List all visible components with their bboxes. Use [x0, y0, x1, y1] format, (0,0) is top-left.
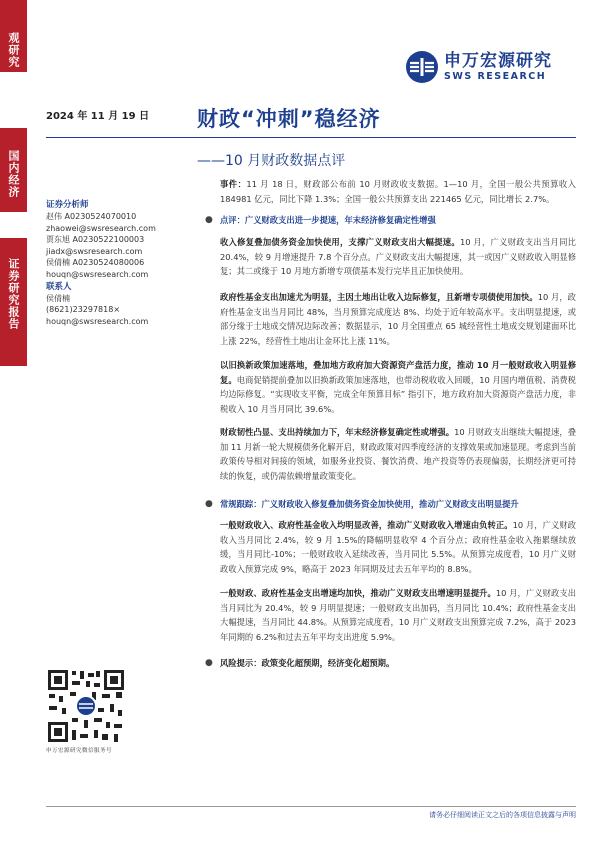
- paragraph-5-lead: 一般财政收入、政府性基金收入均明显改善，推动广义财政收入增速由负转正。: [220, 520, 513, 530]
- analysts-heading: 证券分析师: [46, 200, 89, 210]
- band-label-report-type: 证券研究报告: [7, 258, 20, 330]
- paragraph-3: [220, 358, 576, 416]
- bullet-icon: ●: [205, 658, 213, 668]
- wechat-qr-code: [46, 668, 126, 744]
- footer-divider: [46, 806, 576, 807]
- contact-line: (8621)23297818×: [46, 305, 121, 315]
- key-point-1: [205, 213, 576, 227]
- report-subtitle: ——10 月财政数据点评: [197, 153, 346, 169]
- event-paragraph: [220, 177, 576, 206]
- paragraph-1: [220, 235, 576, 279]
- logo-chinese-name: 申万宏源研究: [444, 50, 552, 71]
- paragraph-6-lead: 一般财政、政府性基金支出增速均加快，推动广义财政支出增速明显提升。: [220, 588, 496, 598]
- band-label-domestic-economy: 国内经济: [7, 150, 20, 198]
- key-point-2: [205, 497, 576, 511]
- analyst-line: 赵伟 A0230524070010: [46, 212, 137, 221]
- paragraph-4-text: 10 月财政支出继续大幅提速，叠加 11 月新一轮大规模债务化解开启，财政政策对四季度经济的支撑效果或加速显现。考虑到当前政策传导相对间接的领域，如服务业投资、餐饮消费、地产投资等仍表现偏弱，长期经济更可持续的恢复，或仍需依赖增量政策变化。: [220, 427, 577, 481]
- contact-heading: 联系人: [46, 281, 72, 292]
- risk-label: 风险提示：: [220, 658, 262, 668]
- paragraph-1-lead: 收入修复叠加债务资金加快使用，支撑广义财政支出大幅提速。: [220, 237, 460, 247]
- paragraph-3-text: 电商促销提前叠加以旧换新政策加速落地，也带动税收收入回暖，10 月国内增值税、消费税均边际修复。“实现收支平衡，完成全年预算目标” 指引下，地方政府加大资源资产盘活力度，非税收入 10 月当月同比 39.6%。: [220, 374, 576, 414]
- qr-caption: 申万宏源研究微信服务号: [46, 748, 113, 754]
- analyst-email-link[interactable]: zhaowei@swsresearch.com: [46, 223, 156, 233]
- paragraph-5: [220, 518, 576, 576]
- bullet-icon: ●: [205, 215, 213, 225]
- contact-line: 侯倩楠: [46, 293, 70, 303]
- paragraph-6-text: 10 月，广义财政支出当月同比为 20.4%，较 9 月明显提速；一般财政支出加码，当月同比 10.4%；政府性基金支出大幅提速，当月同比 44.8%。从预算完成度看，10 月广义财政支出预算完成 7.2%，高于 2023 年同期的 6.2%和过去五年平均支出进度 5.9%。: [220, 588, 576, 642]
- paragraph-5-text: 10 月，广义财政收入当月同比 2.4%，较 9 月 1.5%的降幅明显收窄 4 个百分点；政府性基金收入拖累继续放缓，当月同比-10%；一般财政收入延续改善，当月同比 5.5%。从预算完成度看，10 月广义财政收入预算完成 9%，略高于 2023 年同期及过去五年平均的 8.8%。: [220, 520, 576, 574]
- paragraph-4: [220, 425, 576, 483]
- key-point-1-text: 广义财政支出进一步提速，年末经济修复确定性增强: [244, 215, 436, 225]
- paragraph-4-lead: 财政韧性凸显、支出持续加力下，年末经济修复确定性或增强。: [220, 427, 455, 437]
- header-divider: [46, 137, 576, 138]
- report-title: 财政“冲刺”稳经济: [197, 107, 381, 131]
- logo-english-name: SWS RESEARCH: [444, 70, 547, 82]
- analyst-email-link[interactable]: houqn@swsresearch.com: [46, 269, 149, 279]
- key-point-2-label: 常规跟踪：: [220, 499, 262, 509]
- band-label-research: 观研究: [7, 32, 20, 68]
- bullet-icon: ●: [205, 499, 213, 509]
- side-band: [0, 0, 27, 841]
- analyst-email-link[interactable]: jiadx@swsresearch.com: [46, 246, 143, 256]
- risk-text: 政策变化超预期，经济变化超预期。: [261, 658, 395, 668]
- paragraph-2: [220, 290, 576, 348]
- brand-logo: [405, 50, 552, 84]
- event-label: 事件：: [220, 179, 247, 189]
- paragraph-2-lead: 政府性基金支出加速尤为明显，主因土地出让收入边际修复，且新增专项债使用加快。: [220, 292, 538, 302]
- key-point-2-text: 广义财政收入修复叠加债务资金加快使用，推动广义财政支出明显提升: [261, 499, 519, 509]
- contact-email-link[interactable]: houqn@swsresearch.com: [46, 316, 149, 326]
- footer-disclaimer: 请务必仔细阅读正文之后的各项信息披露与声明: [429, 811, 576, 819]
- paragraph-6: [220, 586, 576, 644]
- key-point-1-label: 点评：: [220, 215, 245, 225]
- analyst-sidebar: [46, 199, 186, 327]
- paragraph-3-lead: 以旧换新政策加速落地，叠加地方政府加大资源资产盘活力度，推动 10 月一般财政收入明显修复。: [220, 360, 576, 385]
- report-date: 2024 年 11 月 19 日: [46, 111, 150, 122]
- paragraph-2-text: 10 月，政府性基金支出当月同比 48%，当月预算完成度达 8%、均处于近年较高水平。支出明显提速，或部分缘于土地成交情况边际改善；数据显示，10 月全国重点 65 城经营性土地成交规划建面环比上涨 22%，经营性土地出让金环比上涨 11%。: [220, 292, 576, 346]
- analyst-line: 侯倩楠 A0230524080006: [46, 258, 145, 268]
- analyst-line: 贾东旭 A0230522100003: [46, 235, 145, 245]
- event-text: 11 月 18 日，财政部公布前 10 月财政收支数据。1—10 月，全国一般公共预算收入 184981 亿元，同比下降 1.3%；全国一般公共预算支出 221465 亿元，同比增长 2.7%。: [220, 179, 576, 204]
- logo-mark-icon: [405, 50, 439, 84]
- risk-notice: [205, 656, 576, 670]
- paragraph-1-text: 10 月，广义财政支出当月同比 20.4%，较 9 月增速提升 7.8 个百分点。广义财政支出大幅提速，其一或因广义财政收入明显修复；其二或缘于 10 月地方新增专项债基本发行完毕且正加快使用。: [220, 237, 576, 277]
